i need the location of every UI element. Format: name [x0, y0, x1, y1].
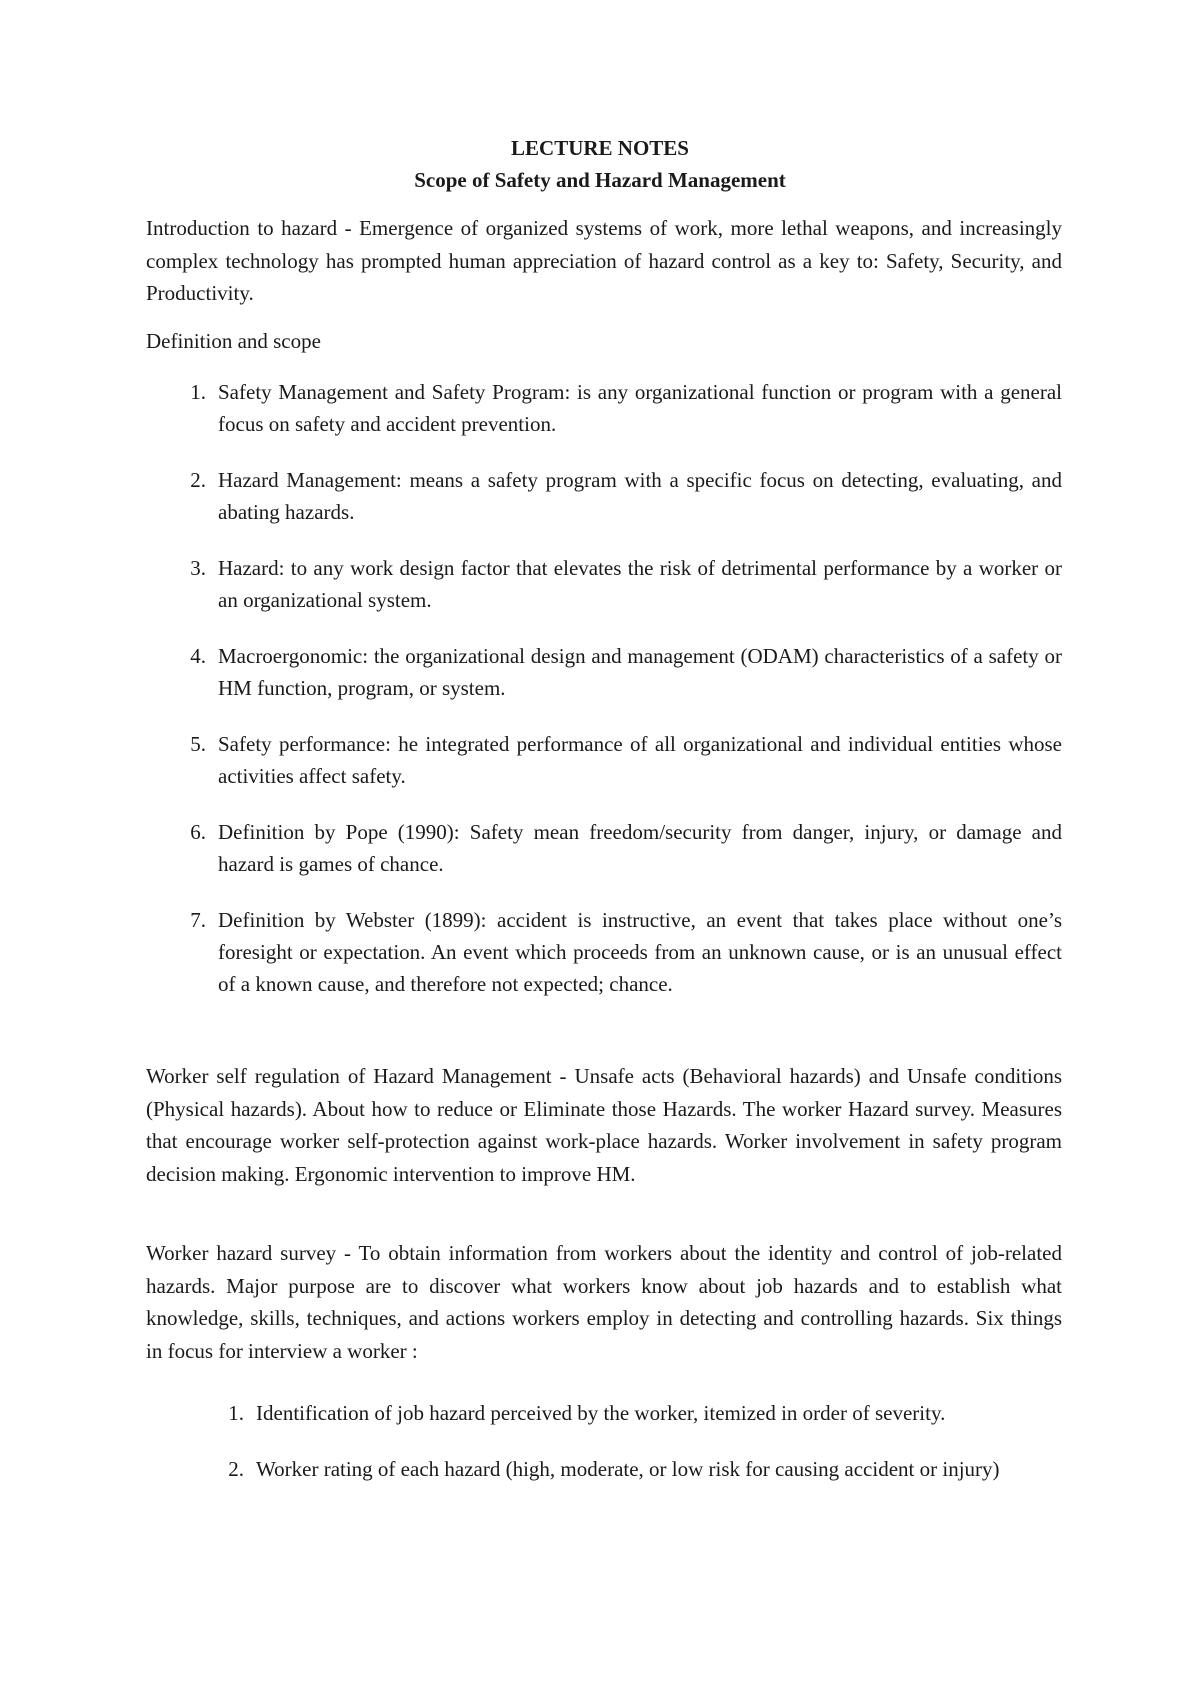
list-text: Definition by Pope (1990): Safety mean freedom/security from danger, injury, or damage and hazard is games of chance. — [218, 820, 1062, 876]
list-number: 7. — [190, 908, 206, 932]
definitions-list — [146, 376, 1062, 1024]
list-number: 5. — [190, 732, 206, 756]
list-number: 1. — [190, 380, 206, 404]
survey-list — [146, 1397, 1062, 1509]
list-text: Worker rating of each hazard (high, moderate, or low risk for causing accident or injury) — [256, 1457, 1000, 1481]
list-item — [146, 464, 1062, 528]
list-text: Hazard Management: means a safety program with a specific focus on detecting, evaluating, and abating hazards. — [218, 468, 1062, 524]
list-text: Definition by Webster (1899): accident is instructive, an event that takes place without one’s foresight or expectation. An event which proceeds from an unknown cause, or is an unusual effect of a known cause, and therefore not expected; chance. — [218, 908, 1062, 996]
list-item — [146, 1453, 1062, 1485]
list-item — [146, 640, 1062, 704]
list-number: 3. — [190, 556, 206, 580]
list-number: 1. — [228, 1401, 244, 1425]
list-item — [146, 552, 1062, 616]
list-number: 6. — [190, 820, 206, 844]
definition-heading: Definition and scope — [146, 329, 321, 353]
worker-regulation-paragraph: Worker self regulation of Hazard Management - Unsafe acts (Behavioral hazards) and Unsafe conditions (Physical hazards). About how to reduce or Eliminate those Hazards. The worker Hazard survey. Measures that encourage worker self-protection against work-place hazards. Worker involvement in safety program decision making. Ergonomic intervention to improve HM. — [146, 1064, 1062, 1186]
intro-paragraph: Introduction to hazard - Emergence of organized systems of work, more lethal weapons, and increasingly complex technology has prompted human appreciation of hazard control as a key to: Safety, Security, and Productivity. — [146, 216, 1062, 305]
list-number: 2. — [190, 468, 206, 492]
list-item — [146, 1397, 1062, 1429]
document-subtitle: Scope of Safety and Hazard Management — [414, 168, 786, 192]
list-text: Macroergonomic: the organizational design and management (ODAM) characteristics of a safety or HM function, program, or system. — [218, 644, 1062, 700]
list-item — [146, 376, 1062, 440]
list-text: Hazard: to any work design factor that elevates the risk of detrimental performance by a worker or an organizational system. — [218, 556, 1062, 612]
list-item — [146, 728, 1062, 792]
list-number: 4. — [190, 644, 206, 668]
list-item — [146, 816, 1062, 880]
worker-survey-paragraph: Worker hazard survey - To obtain information from workers about the identity and control of job-related hazards. Major purpose are to discover what workers know about job hazards and to establish what knowledge, skills, techniques, and actions workers employ in detecting and controlling hazards. Six things in focus for interview a worker : — [146, 1241, 1062, 1363]
list-item — [146, 904, 1062, 1000]
list-number: 2. — [228, 1457, 244, 1481]
list-text: Safety Management and Safety Program: is any organizational function or program with a general focus on safety and accident prevention. — [218, 380, 1062, 436]
list-text: Identification of job hazard perceived by the worker, itemized in order of severity. — [256, 1401, 946, 1425]
document-title: LECTURE NOTES — [511, 136, 689, 160]
list-text: Safety performance: he integrated performance of all organizational and individual entities whose activities affect safety. — [218, 732, 1062, 788]
